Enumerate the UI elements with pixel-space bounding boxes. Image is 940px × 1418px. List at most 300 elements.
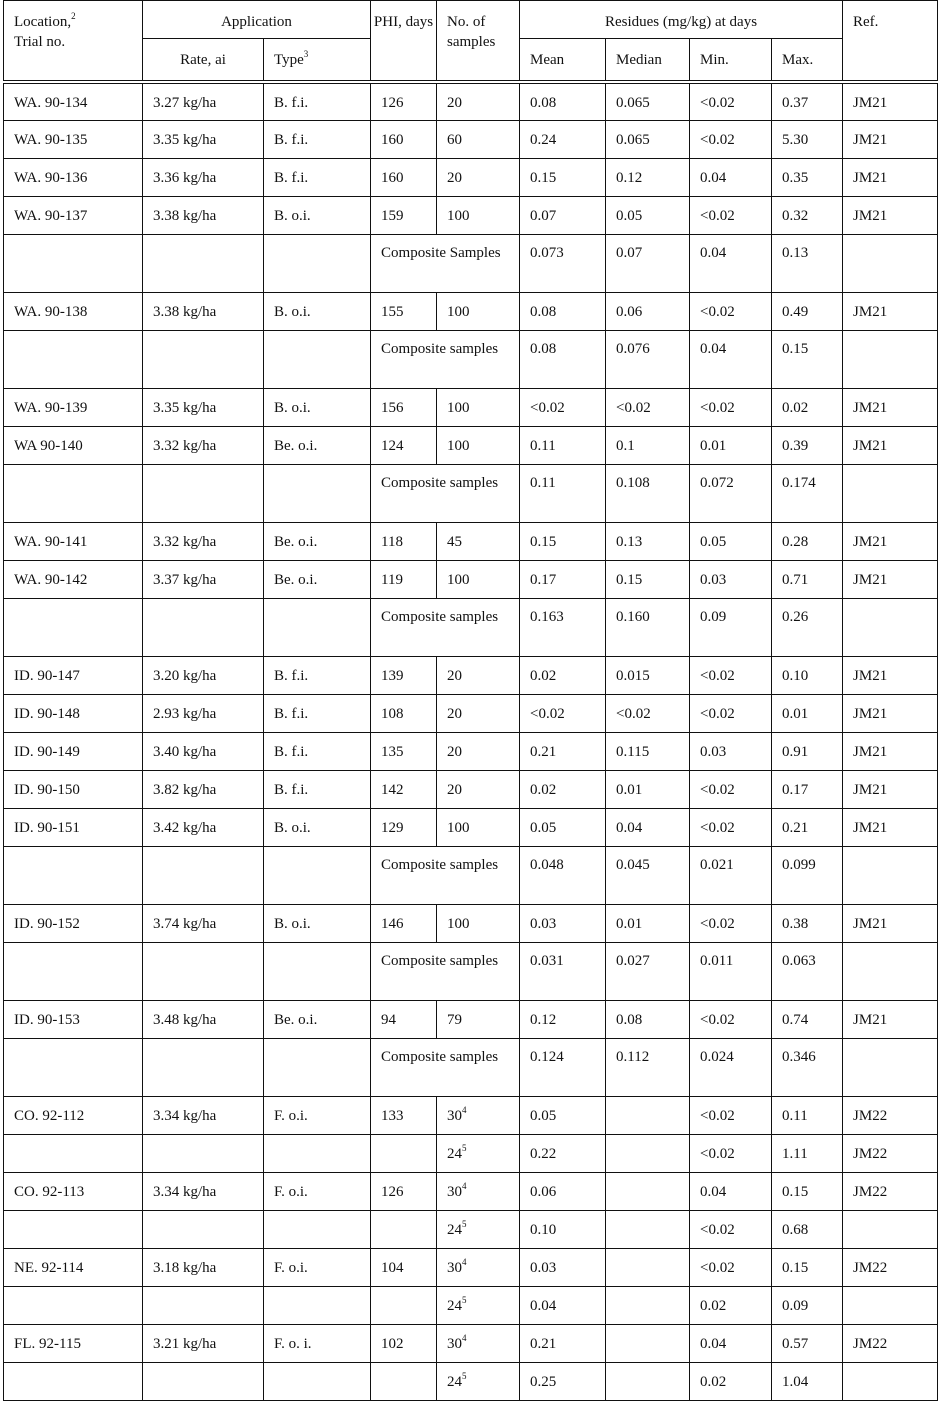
cell-rate: 3.38 kg/ha: [143, 292, 264, 330]
cell-min: <0.02: [690, 656, 772, 694]
cell-location: WA. 90-142: [4, 560, 143, 598]
cell-ref: [843, 846, 938, 904]
samples-count: 100: [447, 915, 470, 932]
cell-ref: JM22: [843, 1134, 938, 1172]
table-row: [4, 158, 938, 196]
cell-min: <0.02: [690, 1134, 772, 1172]
cell-rate: [143, 1038, 264, 1096]
table-row: [4, 292, 938, 330]
cell-max: 0.37: [772, 82, 843, 120]
cell-composite-label: Composite samples: [371, 598, 520, 656]
cell-max: 0.35: [772, 158, 843, 196]
cell-rate: [143, 1286, 264, 1324]
cell-samples: [437, 1134, 520, 1172]
cell-location: WA 90-140: [4, 426, 143, 464]
cell-ref: JM22: [843, 1248, 938, 1286]
cell-location: NE. 92-114: [4, 1248, 143, 1286]
cell-min: <0.02: [690, 82, 772, 120]
cell-max: 0.346: [772, 1038, 843, 1096]
cell-type: B. f.i.: [264, 656, 371, 694]
cell-mean: 0.15: [520, 522, 606, 560]
header-mean: Mean: [520, 39, 606, 83]
cell-median: 0.1: [606, 426, 690, 464]
cell-min: <0.02: [690, 196, 772, 234]
samples-count: 100: [447, 437, 470, 454]
samples-count: 24: [447, 1221, 463, 1238]
samples-count: 20: [447, 169, 463, 186]
cell-type: Be. o.i.: [264, 426, 371, 464]
cell-median: 0.07: [606, 234, 690, 292]
cell-type: [264, 846, 371, 904]
cell-min: <0.02: [690, 292, 772, 330]
cell-rate: 3.32 kg/ha: [143, 522, 264, 560]
cell-composite-label: Composite samples: [371, 330, 520, 388]
cell-median: 0.065: [606, 120, 690, 158]
cell-ref: JM21: [843, 82, 938, 120]
cell-location: [4, 1134, 143, 1172]
samples-count: 45: [447, 533, 463, 550]
table-row: [4, 1134, 938, 1172]
cell-median: <0.02: [606, 388, 690, 426]
cell-location: [4, 1210, 143, 1248]
cell-min: 0.03: [690, 560, 772, 598]
cell-mean: 0.08: [520, 292, 606, 330]
cell-median: 0.160: [606, 598, 690, 656]
cell-type: B. o.i.: [264, 292, 371, 330]
cell-phi: 133: [371, 1096, 437, 1134]
cell-samples: [437, 904, 520, 942]
cell-min: 0.072: [690, 464, 772, 522]
cell-rate: 3.82 kg/ha: [143, 770, 264, 808]
cell-location: ID. 90-148: [4, 694, 143, 732]
cell-min: 0.04: [690, 330, 772, 388]
cell-rate: 3.74 kg/ha: [143, 904, 264, 942]
table-row: [4, 522, 938, 560]
cell-samples: [437, 1000, 520, 1038]
cell-composite-label: Composite Samples: [371, 234, 520, 292]
cell-median: 0.12: [606, 158, 690, 196]
table-row: [4, 1286, 938, 1324]
cell-max: 0.21: [772, 808, 843, 846]
table-row: [4, 1096, 938, 1134]
cell-min: 0.04: [690, 1324, 772, 1362]
cell-samples: [437, 196, 520, 234]
cell-phi: 124: [371, 426, 437, 464]
cell-min: <0.02: [690, 770, 772, 808]
cell-min: 0.04: [690, 234, 772, 292]
cell-max: 0.15: [772, 1172, 843, 1210]
cell-location: WA. 90-141: [4, 522, 143, 560]
cell-max: 0.11: [772, 1096, 843, 1134]
cell-location: ID. 90-149: [4, 732, 143, 770]
cell-median: [606, 1172, 690, 1210]
samples-count: 24: [447, 1145, 463, 1162]
cell-ref: [843, 1038, 938, 1096]
cell-type: [264, 1286, 371, 1324]
samples-count: 100: [447, 303, 470, 320]
samples-count: 20: [447, 667, 463, 684]
cell-samples: [437, 560, 520, 598]
cell-location: [4, 942, 143, 1000]
cell-max: 0.32: [772, 196, 843, 234]
samples-count: 100: [447, 571, 470, 588]
cell-min: 0.02: [690, 1362, 772, 1400]
cell-type: B. f.i.: [264, 732, 371, 770]
samples-count: 20: [447, 705, 463, 722]
table-row: [4, 196, 938, 234]
composite-row: [4, 846, 938, 904]
cell-mean: 0.07: [520, 196, 606, 234]
cell-rate: 3.18 kg/ha: [143, 1248, 264, 1286]
cell-samples: [437, 158, 520, 196]
cell-phi: 94: [371, 1000, 437, 1038]
cell-phi: 160: [371, 120, 437, 158]
cell-mean: 0.21: [520, 732, 606, 770]
cell-mean: 0.02: [520, 656, 606, 694]
cell-type: F. o.i.: [264, 1248, 371, 1286]
samples-count: 60: [447, 131, 463, 148]
samples-count: 100: [447, 819, 470, 836]
cell-median: [606, 1210, 690, 1248]
cell-ref: JM21: [843, 426, 938, 464]
cell-median: [606, 1324, 690, 1362]
cell-min: 0.05: [690, 522, 772, 560]
cell-type: [264, 464, 371, 522]
cell-type: F. o.i.: [264, 1172, 371, 1210]
cell-min: 0.04: [690, 1172, 772, 1210]
table-row: [4, 656, 938, 694]
cell-ref: JM21: [843, 560, 938, 598]
cell-mean: 0.08: [520, 330, 606, 388]
header-residues: Residues (mg/kg) at days: [520, 1, 843, 39]
cell-samples: [437, 1172, 520, 1210]
cell-max: 0.39: [772, 426, 843, 464]
cell-type: [264, 1134, 371, 1172]
cell-mean: 0.06: [520, 1172, 606, 1210]
cell-mean: 0.03: [520, 1248, 606, 1286]
cell-location: WA. 90-135: [4, 120, 143, 158]
cell-min: <0.02: [690, 1096, 772, 1134]
cell-rate: 3.27 kg/ha: [143, 82, 264, 120]
table-row: [4, 694, 938, 732]
cell-max: 0.02: [772, 388, 843, 426]
cell-ref: JM21: [843, 292, 938, 330]
header-min: Min.: [690, 39, 772, 83]
cell-samples: [437, 388, 520, 426]
cell-samples: [437, 82, 520, 120]
samples-count: 20: [447, 95, 463, 111]
residue-table: [3, 0, 938, 1401]
cell-min: 0.01: [690, 426, 772, 464]
cell-mean: 0.163: [520, 598, 606, 656]
cell-phi: 160: [371, 158, 437, 196]
samples-count: 20: [447, 743, 463, 760]
cell-rate: 3.35 kg/ha: [143, 120, 264, 158]
cell-rate: [143, 598, 264, 656]
cell-type: B. f.i.: [264, 82, 371, 120]
cell-type: [264, 330, 371, 388]
table-row: [4, 560, 938, 598]
cell-samples: [437, 120, 520, 158]
cell-samples: [437, 426, 520, 464]
table-row: [4, 120, 938, 158]
cell-max: 0.13: [772, 234, 843, 292]
cell-min: 0.03: [690, 732, 772, 770]
cell-ref: JM21: [843, 656, 938, 694]
cell-median: 0.076: [606, 330, 690, 388]
cell-phi: [371, 1210, 437, 1248]
cell-mean: 0.073: [520, 234, 606, 292]
cell-rate: [143, 942, 264, 1000]
cell-phi: 126: [371, 1172, 437, 1210]
composite-row: [4, 464, 938, 522]
cell-median: 0.01: [606, 904, 690, 942]
cell-ref: [843, 330, 938, 388]
cell-type: Be. o.i.: [264, 522, 371, 560]
cell-phi: 118: [371, 522, 437, 560]
cell-location: ID. 90-150: [4, 770, 143, 808]
cell-type: B. o.i.: [264, 808, 371, 846]
header-phi: PHI, days: [371, 1, 437, 83]
cell-ref: JM22: [843, 1324, 938, 1362]
cell-median: 0.112: [606, 1038, 690, 1096]
cell-type: [264, 1362, 371, 1400]
cell-median: 0.15: [606, 560, 690, 598]
cell-max: 0.68: [772, 1210, 843, 1248]
cell-mean: 0.05: [520, 1096, 606, 1134]
cell-ref: JM21: [843, 158, 938, 196]
cell-max: 0.91: [772, 732, 843, 770]
cell-median: 0.01: [606, 770, 690, 808]
footnote-marker: 5: [462, 1370, 467, 1381]
cell-ref: JM21: [843, 196, 938, 234]
cell-max: 0.15: [772, 1248, 843, 1286]
cell-mean: 0.04: [520, 1286, 606, 1324]
cell-ref: JM21: [843, 522, 938, 560]
cell-phi: [371, 1134, 437, 1172]
header-ref: Ref.: [843, 1, 938, 83]
cell-phi: 102: [371, 1324, 437, 1362]
table-row: [4, 82, 938, 120]
cell-samples: [437, 1248, 520, 1286]
header-max: Max.: [772, 39, 843, 83]
cell-rate: [143, 330, 264, 388]
cell-location: WA. 90-137: [4, 196, 143, 234]
cell-composite-label: Composite samples: [371, 846, 520, 904]
cell-type: B. f.i.: [264, 694, 371, 732]
header-type: Type$^3$: [264, 39, 371, 83]
cell-min: <0.02: [690, 1248, 772, 1286]
cell-rate: 3.35 kg/ha: [143, 388, 264, 426]
samples-count: 20: [447, 781, 463, 798]
cell-median: 0.04: [606, 808, 690, 846]
cell-median: 0.027: [606, 942, 690, 1000]
cell-min: <0.02: [690, 1210, 772, 1248]
cell-mean: 0.11: [520, 464, 606, 522]
cell-ref: JM21: [843, 770, 938, 808]
cell-mean: 0.11: [520, 426, 606, 464]
cell-location: [4, 1286, 143, 1324]
cell-phi: 139: [371, 656, 437, 694]
table-row: [4, 1210, 938, 1248]
cell-ref: JM22: [843, 1172, 938, 1210]
footnote-marker: 5: [462, 1294, 467, 1305]
cell-median: [606, 1248, 690, 1286]
composite-row: [4, 1038, 938, 1096]
cell-median: 0.06: [606, 292, 690, 330]
cell-ref: [843, 942, 938, 1000]
samples-count: 30: [447, 1335, 463, 1352]
cell-median: [606, 1286, 690, 1324]
cell-mean: 0.24: [520, 120, 606, 158]
cell-type: F. o. i.: [264, 1324, 371, 1362]
samples-count: 79: [447, 1011, 463, 1028]
cell-median: 0.13: [606, 522, 690, 560]
cell-median: [606, 1096, 690, 1134]
cell-composite-label: Composite samples: [371, 464, 520, 522]
cell-type: B. f.i.: [264, 120, 371, 158]
cell-max: 0.10: [772, 656, 843, 694]
table-row: [4, 426, 938, 464]
cell-mean: <0.02: [520, 694, 606, 732]
table-row: [4, 1172, 938, 1210]
cell-max: 0.28: [772, 522, 843, 560]
cell-max: 1.11: [772, 1134, 843, 1172]
cell-rate: [143, 846, 264, 904]
cell-composite-label: Composite samples: [371, 1038, 520, 1096]
cell-rate: 3.32 kg/ha: [143, 426, 264, 464]
cell-samples: [437, 522, 520, 560]
cell-phi: 146: [371, 904, 437, 942]
table-row: [4, 732, 938, 770]
cell-mean: 0.15: [520, 158, 606, 196]
cell-phi: 129: [371, 808, 437, 846]
cell-mean: 0.124: [520, 1038, 606, 1096]
cell-samples: [437, 1362, 520, 1400]
cell-location: CO. 92-112: [4, 1096, 143, 1134]
table-row: [4, 1000, 938, 1038]
cell-samples: [437, 694, 520, 732]
cell-location: [4, 234, 143, 292]
cell-min: <0.02: [690, 1000, 772, 1038]
cell-median: 0.015: [606, 656, 690, 694]
cell-ref: JM21: [843, 732, 938, 770]
cell-samples: [437, 1210, 520, 1248]
cell-samples: [437, 770, 520, 808]
cell-mean: 0.08: [520, 82, 606, 120]
cell-min: 0.011: [690, 942, 772, 1000]
header-rate: Rate, ai: [143, 39, 264, 83]
cell-median: 0.08: [606, 1000, 690, 1038]
cell-rate: 3.40 kg/ha: [143, 732, 264, 770]
footnote-marker: 5: [462, 1218, 467, 1229]
cell-median: 0.05: [606, 196, 690, 234]
table-row: [4, 1248, 938, 1286]
cell-location: FL. 92-115: [4, 1324, 143, 1362]
cell-mean: 0.25: [520, 1362, 606, 1400]
footnote-marker: 4: [462, 1180, 467, 1191]
cell-rate: [143, 464, 264, 522]
cell-max: 0.063: [772, 942, 843, 1000]
cell-ref: JM21: [843, 120, 938, 158]
cell-ref: JM21: [843, 388, 938, 426]
cell-phi: 126: [371, 82, 437, 120]
cell-phi: 119: [371, 560, 437, 598]
cell-rate: [143, 234, 264, 292]
cell-ref: JM21: [843, 904, 938, 942]
cell-mean: 0.12: [520, 1000, 606, 1038]
cell-type: B. f.i.: [264, 158, 371, 196]
samples-count: 30: [447, 1183, 463, 1200]
cell-type: B. o.i.: [264, 196, 371, 234]
header-samples: No. of samples: [437, 1, 520, 83]
footnote-marker: 4: [462, 1104, 467, 1115]
cell-max: 0.099: [772, 846, 843, 904]
cell-max: 0.26: [772, 598, 843, 656]
composite-row: [4, 598, 938, 656]
cell-ref: [843, 1362, 938, 1400]
cell-composite-label: Composite samples: [371, 942, 520, 1000]
cell-rate: [143, 1210, 264, 1248]
samples-count: 100: [447, 399, 470, 416]
cell-max: 0.57: [772, 1324, 843, 1362]
cell-min: <0.02: [690, 120, 772, 158]
cell-max: 1.04: [772, 1362, 843, 1400]
cell-rate: [143, 1362, 264, 1400]
header-median: Median: [606, 39, 690, 83]
cell-median: 0.108: [606, 464, 690, 522]
table-row: [4, 1324, 938, 1362]
cell-rate: 2.93 kg/ha: [143, 694, 264, 732]
cell-ref: [843, 234, 938, 292]
cell-max: 0.49: [772, 292, 843, 330]
cell-min: 0.021: [690, 846, 772, 904]
cell-min: <0.02: [690, 388, 772, 426]
table-row: [4, 808, 938, 846]
cell-min: 0.02: [690, 1286, 772, 1324]
header-application: Application: [143, 1, 371, 39]
cell-ref: [843, 1210, 938, 1248]
cell-mean: 0.03: [520, 904, 606, 942]
composite-row: [4, 234, 938, 292]
cell-ref: JM21: [843, 1000, 938, 1038]
cell-phi: 104: [371, 1248, 437, 1286]
footnote-marker: 4: [462, 1332, 467, 1343]
cell-type: [264, 234, 371, 292]
footnote-marker: 5: [462, 1142, 467, 1153]
cell-mean: 0.17: [520, 560, 606, 598]
cell-mean: 0.02: [520, 770, 606, 808]
cell-type: B. o.i.: [264, 904, 371, 942]
cell-phi: 159: [371, 196, 437, 234]
cell-mean: 0.048: [520, 846, 606, 904]
cell-phi: 142: [371, 770, 437, 808]
cell-max: 0.71: [772, 560, 843, 598]
cell-rate: 3.38 kg/ha: [143, 196, 264, 234]
cell-samples: [437, 808, 520, 846]
cell-phi: 155: [371, 292, 437, 330]
cell-location: [4, 598, 143, 656]
cell-max: 0.38: [772, 904, 843, 942]
table-row: [4, 770, 938, 808]
composite-row: [4, 942, 938, 1000]
cell-phi: [371, 1286, 437, 1324]
samples-count: 30: [447, 1107, 463, 1124]
cell-type: Be. o.i.: [264, 560, 371, 598]
cell-max: 0.09: [772, 1286, 843, 1324]
cell-location: [4, 1362, 143, 1400]
cell-mean: 0.031: [520, 942, 606, 1000]
